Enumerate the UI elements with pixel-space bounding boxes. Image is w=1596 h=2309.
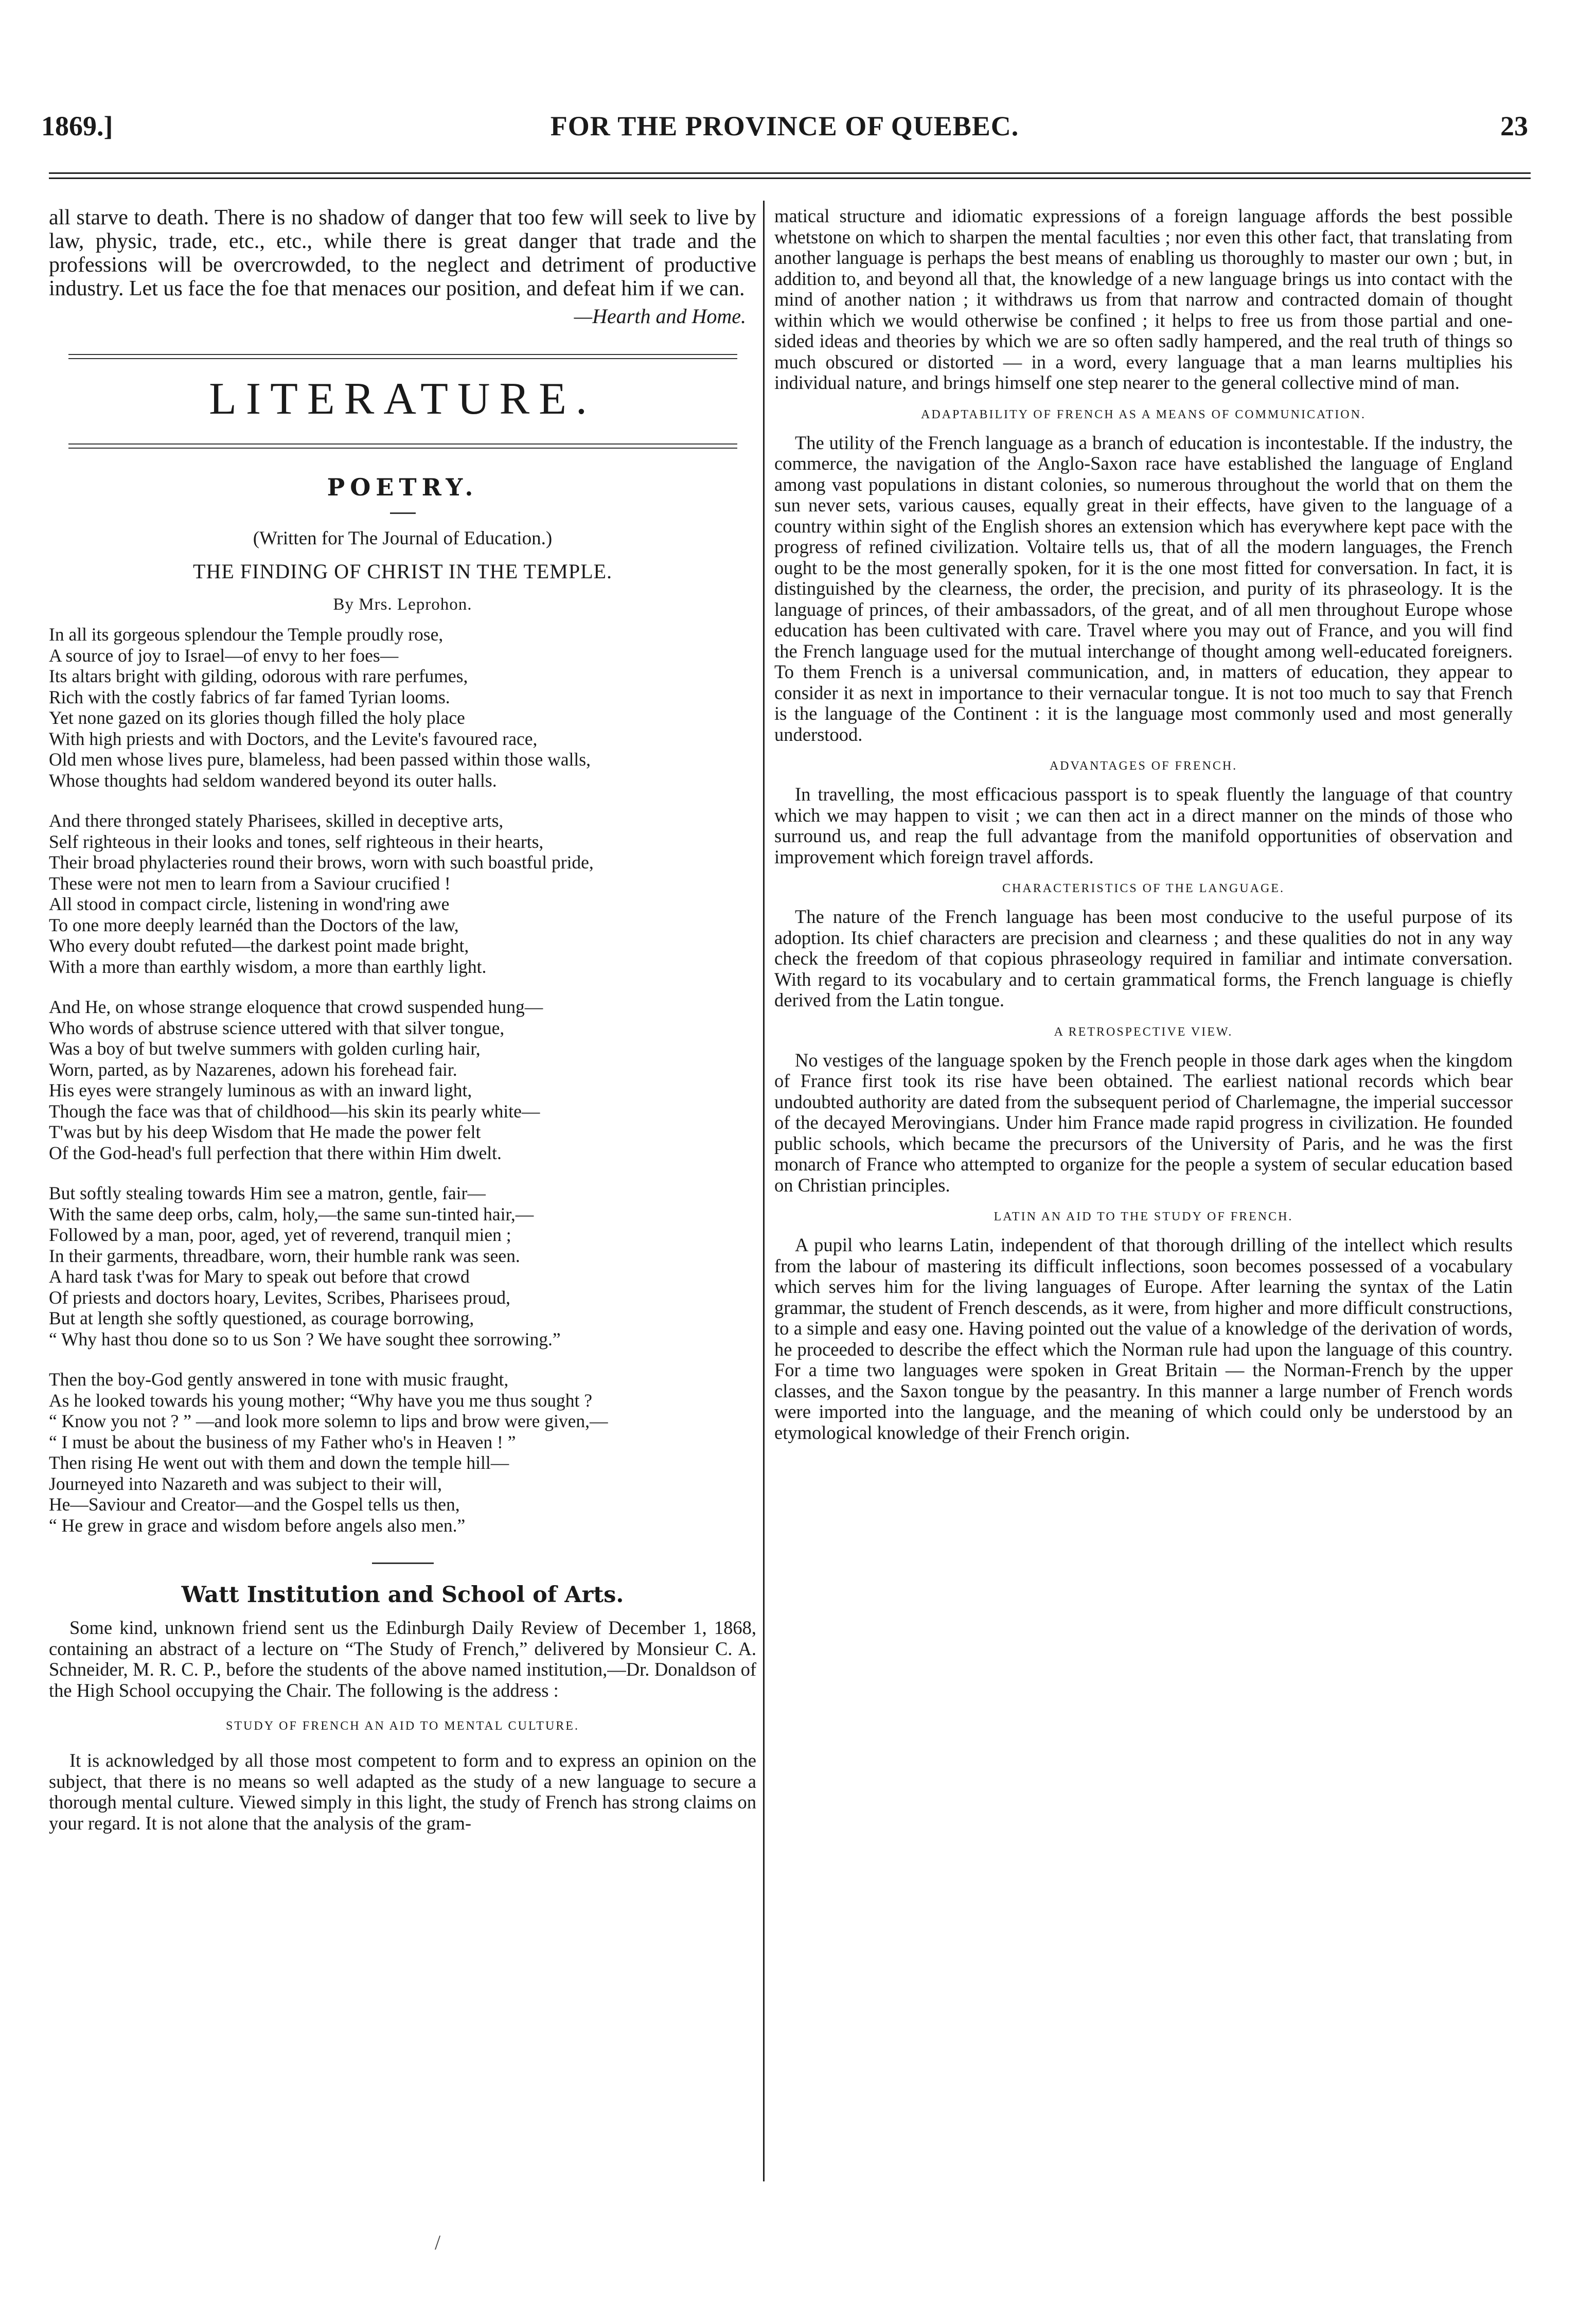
stray-mark: / [435,2231,441,2254]
poem-line: Their broad phylacteries round their brows, worn with such boastful pride, [49,852,594,873]
poem-line: Who every doubt refuted—the darkest point made bright, [49,935,469,956]
poem-line: And there thronged stately Pharisees, skilled in deceptive arts, [49,810,504,831]
poem-line: And He, on whose strange eloquence that crowd suspended hung— [49,997,543,1017]
poem-line: “ I must be about the business of my Father who's in Heaven ! ” [49,1431,516,1452]
poem-line: But softly stealing towards Him see a matron, gentle, fair— [49,1183,486,1203]
section-paragraph: In travelling, the most efficacious passport is to speak fluently the language of that country which we may happen to visit ; we can then act in a direct manner on the minds of those who surround us, and reap the full advantage from the manifold opportunities of observation and improvement which foreign travel affords. [774,784,1513,867]
poem-line: Journeyed into Nazareth and was subject to their will, [49,1473,442,1494]
section-paragraph: The nature of the French language has been most conducive to the useful purpose of its adoption. Its chief characters are precision and clearness ; and these qualities do not in any way check the freedom of that copious phraseology required in familiar and intimate conversation. With regard to its vocabulary and to certain grammatical forms, the French language is chiefly derived from the Latin tongue. [774,906,1513,1010]
section-heading: ADVANTAGES OF FRENCH. [1049,759,1238,773]
poem-line: Of the God-head's full perfection that there within Him dwelt. [49,1142,502,1163]
poem-line: Of priests and doctors hoary, Levites, Scribes, Pharisees proud, [49,1287,510,1308]
header-rule-bottom [49,177,1531,179]
literature-rule-top [68,354,737,359]
poem-stanza [49,997,756,1163]
poem-line: To one more deeply learnéd than the Doctors of the law, [49,914,459,935]
watt-heading: Watt Institution and School of Arts. [181,1582,624,1608]
poem-line: “ Know you not ? ” —and look more solemn to lips and brow were given,— [49,1411,608,1431]
poem-line: All stood in compact circle, listening in wond'ring awe [49,894,450,914]
header-rule-top [49,172,1531,174]
culture-heading: STUDY OF FRENCH AN AID TO MENTAL CULTURE. [226,1719,579,1733]
poem-author: By Mrs. Leprohon. [333,595,472,614]
literature-rule-bottom [68,443,737,449]
poem-line: Who words of abstruse science uttered with that silver tongue, [49,1017,505,1038]
poem-line: In all its gorgeous splendour the Temple proudly rose, [49,624,444,645]
poem-line: His eyes were strangely luminous as with an inward light, [49,1080,472,1100]
poem-line: Its altars bright with gilding, odorous with rare perfumes, [49,666,468,686]
right-sections [774,406,1513,1444]
continuation-paragraph: matical structure and idiomatic expressions of a foreign language affords the best possible whetstone on which to sharpen the mental faculties ; nor even this other fact, that translating from another language is perhaps the best means of enabling us thoroughly to master our own ; but, in addition to, and beyond all that, the knowledge of a new language brings us into contact with the mind of another nation ; it withdraws us from that narrow and contracted domain of thought within which we would otherwise be confined ; it helps to free us from those partial and one-sided ideas and theories by which we are so often sadly hampered, and the real truth of things so much obscured or distorted — in a word, every language that a man learns multiplies his individual nature, and brings himself one step nearer to the general collective mind of man. [774,205,1513,393]
poem-line: In their garments, threadbare, worn, their humble rank was seen. [49,1245,520,1266]
left-column [49,206,756,1834]
poem-line: Followed by a man, poor, aged, yet of reverend, tranquil mien ; [49,1224,511,1245]
section-paragraph: No vestiges of the language spoken by the French people in those dark ages when the kingdom of France first took its rise have been obtained. The earliest national records which bear undoubted authority are dated from the subsequent period of Charlemagne, the imperial successor of the decayed Merovingians. Under him France made rapid progress in civilization. He founded public schools, which became the precursors of the University of Paris, and he was the first monarch of France who attempted to organize for the people a system of secular education based on Christian principles. [774,1049,1513,1196]
poem-stanza [49,810,756,977]
poem-line: With high priests and with Doctors, and the Levite's favoured race, [49,728,538,749]
poem-line: Self righteous in their looks and tones, self righteous in their hearts, [49,831,544,852]
column-divider [763,201,765,2181]
literature-heading: LITERATURE. [209,374,596,424]
poem-line: Rich with the costly fabrics of far famed Tyrian looms. [49,686,450,707]
right-column [774,206,1513,1443]
section-heading: A RETROSPECTIVE VIEW. [1054,1025,1233,1039]
poem-line: Worn, parted, as by Nazarenes, adown his forehead fair. [49,1059,457,1080]
culture-paragraph: It is acknowledged by all those most competent to form and to express an opinion on the subject, that there is no means so well adapted as the study of a new language to secure a thorough mental culture. Viewed simply in this light, the study of French has strong claims on your regard. It is not alone that the analysis of the gram- [49,1750,756,1834]
poem-stanza [49,1183,756,1349]
poem-stanza [49,624,756,791]
poem-body [49,624,756,1536]
running-header [41,111,1528,157]
poem-line: A hard task t'was for Mary to speak out before that crowd [49,1266,470,1287]
poem-line: “ He grew in grace and wisdom before angels also men.” [49,1515,466,1536]
header-date: 1869.] [41,111,113,141]
page-number: 23 [1500,111,1528,141]
poem-note: (Written for The Journal of Education.) [253,528,553,549]
poem-line: Then the boy-God gently answered in tone with music fraught, [49,1369,509,1390]
poem-line: Whose thoughts had seldom wandered beyond its outer halls. [49,770,497,791]
poem-line: With a more than earthly wisdom, a more than earthly light. [49,956,487,977]
poem-line: A source of joy to Israel—of envy to her foes— [49,645,399,666]
section-rule [372,1562,434,1564]
poem-line: But at length she softly questioned, as courage borrowing, [49,1308,474,1328]
section-heading: CHARACTERISTICS OF THE LANGUAGE. [1002,882,1285,895]
poem-line: These were not men to learn from a Saviour crucified ! [49,873,451,894]
section-paragraph: The utility of the French language as a branch of education is incontestable. If the industry, the commerce, the navigation of the Anglo-Saxon race have established the language of England among vast populations in distant colonies, so numerous throughout the world that on them the sun never sets, various causes, equally great in their effects, have given to the language of a country within sight of the English shores an extension which has everywhere kept pace with the progress of refined civilization. Voltaire tells us, that of all the modern languages, the French ought to be the most generally spoken, for it is the one most fitted for conversation. In fact, it is distinguished by the clearness, the order, the precision, and purity of its phraseology. It is the language of princes, of their ambassadors, of the great, and of all men throughout Europe whose education has been cultivated with care. Travel where you may out of France, and you will find the French language used for the mutual interchange of thought among well-educated foreigners. To them French is a universal communication, and, in matters of education, they appear to consider it as next in importance to their vernacular tongue. It is not too much to say that French is the language of the Continent : it is the language most commonly used and most generally understood. [774,432,1513,745]
intro-signature: —Hearth and Home. [574,305,746,328]
poem-line: As he looked towards his young mother; “Why have you me thus sought ? [49,1390,592,1411]
section-heading: LATIN AN AID TO THE STUDY OF FRENCH. [994,1210,1293,1223]
poem-line: He—Saviour and Creator—and the Gospel tells us then, [49,1494,460,1515]
section-heading: ADAPTABILITY OF FRENCH AS A MEANS OF COMMUNICATION. [921,407,1366,421]
poem-line: T'was but by his deep Wisdom that He made the power felt [49,1122,481,1142]
poem-line: With the same deep orbs, calm, holy,—the same sun-tinted hair,— [49,1203,534,1224]
poetry-rule [390,512,416,514]
poem-line: Then rising He went out with them and down the temple hill— [49,1452,509,1473]
poem-line: “ Why hast thou done so to us Son ? We have sought thee sorrowing.” [49,1328,561,1349]
intro-paragraph: all starve to death. There is no shadow of danger that too few will seek to live by law, physic, trade, etc., etc., while there is great danger that trade and the professions will be overcrowded, to the neglect and detriment of productive industry. Let us face the foe that menaces our position, and defeat him if we can. [49,206,756,300]
poem-stanza [49,1369,756,1536]
poem-line: Old men whose lives pure, blameless, had been passed within those walls, [49,749,591,770]
header-title: FOR THE PROVINCE OF QUEBEC. [550,111,1019,141]
poetry-heading: POETRY. [327,473,478,501]
poem-line: Yet none gazed on its glories though filled the holy place [49,707,465,728]
poem-line: Though the face was that of childhood—his skin its pearly white— [49,1100,540,1122]
section-paragraph: A pupil who learns Latin, independent of that thorough drilling of the intellect which results from the labour of mastering its difficult inflections, soon becomes possessed of a vocabulary which serves him for the living languages of Europe. After learning the syntax of the Latin grammar, the student of French descends, as it were, from higher and more difficult constructions, to a simple and easy one. Having pointed out the value of a knowledge of the derivation of words, he proceeded to describe the effect which the Norman rule had upon the language of this country. For a time two languages were spoken in Great Britain — the Norman-French by the upper classes, and the Saxon tongue by the peasantry. In this manner a large number of French words were imported into the language, and the meaning of which could only be understood by an etymological knowledge of their French origin. [774,1234,1513,1443]
watt-paragraph: Some kind, unknown friend sent us the Edinburgh Daily Review of December 1, 1868, containing an abstract of a lecture on “The Study of French,” delivered by Monsieur C. A. Schneider, M. R. C. P., before the students of the above named institution,—Dr. Donaldson of the High School occupying the Chair. The following is the address : [49,1617,756,1701]
poem-title: THE FINDING OF CHRIST IN THE TEMPLE. [193,560,612,583]
poem-line: Was a boy of but twelve summers with golden curling hair, [49,1038,481,1059]
